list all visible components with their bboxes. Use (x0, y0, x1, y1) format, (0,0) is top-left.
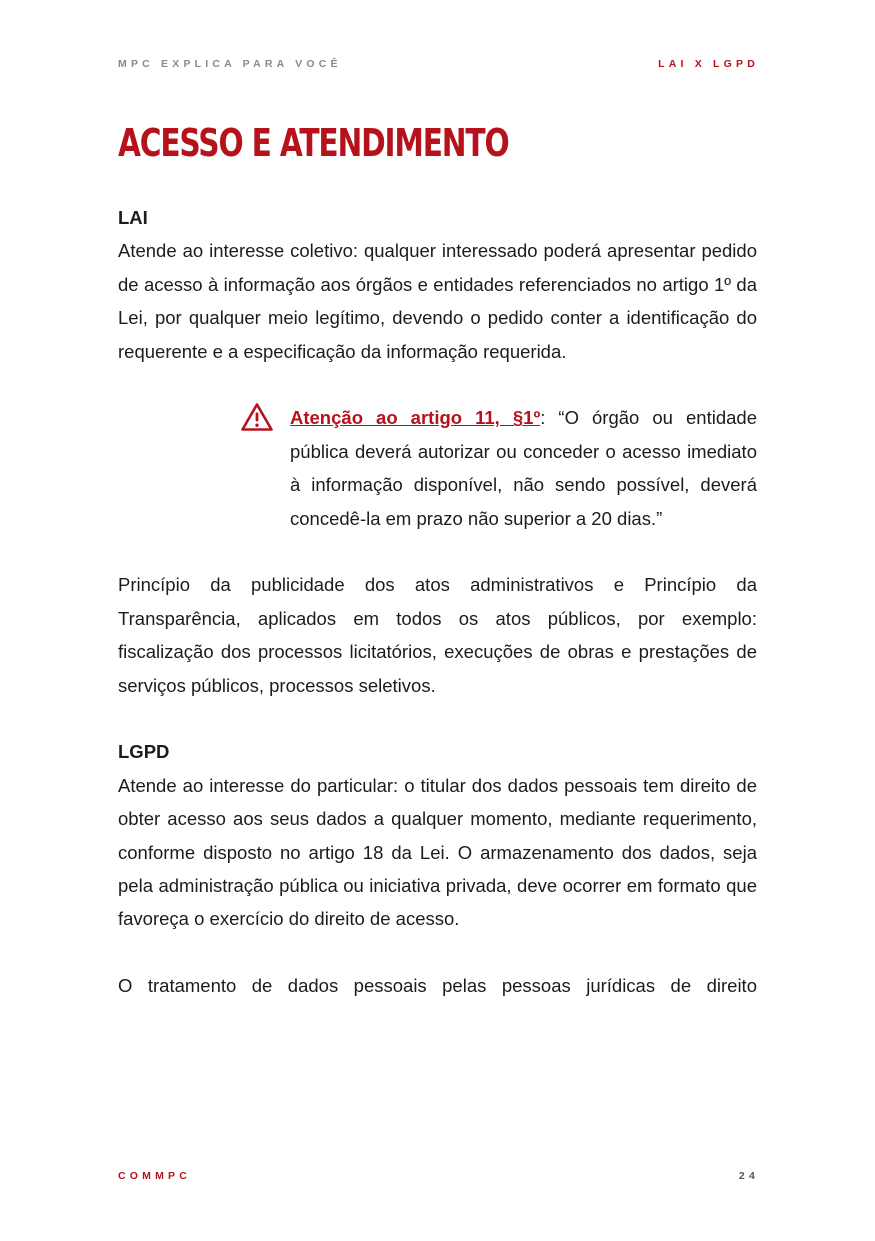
callout-quote: “O órgão ou entidade pública deverá autorizar ou conceder o acesso imediato à informação disponível, não sendo possível, deverá concedê-la em prazo não superior a 20 dias.” (290, 407, 757, 529)
warning-triangle-icon (240, 402, 274, 432)
header-left-label: MPC EXPLICA PARA VOCÊ (118, 58, 342, 70)
lai-heading: LAI (118, 207, 148, 228)
callout-reference: Atenção ao artigo 11, §1º (290, 407, 541, 429)
lai-paragraph: Atende ao interesse coletivo: qualquer interessado poderá apresentar pedido de acesso à informação aos órgãos e entidades referenciados no artigo 1º da Lei, por qualquer meio legítimo, devendo o pedido conter a identificação do requerente e a especificação da informação requerida. (118, 240, 757, 362)
page-number: 24 (738, 1170, 759, 1182)
header-right-label: LAI X LGPD (658, 58, 759, 70)
callout-box (290, 401, 757, 535)
lgpd-paragraph: Atende ao interesse do particular: o titular dos dados pessoais tem direito de obter acesso aos seus dados a qualquer momento, mediante requerimento, conforme disposto no artigo 18 da Lei. O armazenamento dos dados, seja pela administração pública ou iniciativa privada, deve ocorrer em formato que favoreça o exercício do direito de acesso. (118, 774, 757, 930)
lgpd-continuation: O tratamento de dados pessoais pelas pessoas jurídicas de direito (118, 975, 757, 997)
spacer (118, 368, 757, 401)
spacer (118, 936, 757, 969)
page-title: ACESSO E ATENDIMENTO (118, 121, 509, 165)
spacer (118, 702, 757, 735)
callout-separator: : (540, 407, 546, 429)
spacer (118, 535, 757, 568)
main-content (118, 201, 757, 1003)
lgpd-heading: LGPD (118, 741, 170, 763)
principles-paragraph: Princípio da publicidade dos atos administrativos e Princípio da Transparência, aplicados em todos os atos públicos, por exemplo: fiscalização dos processos licitatórios, execuções de obras e prestações de serviços públicos, processos seletivos. (118, 574, 757, 696)
footer-brand: COMMPC (118, 1170, 192, 1182)
